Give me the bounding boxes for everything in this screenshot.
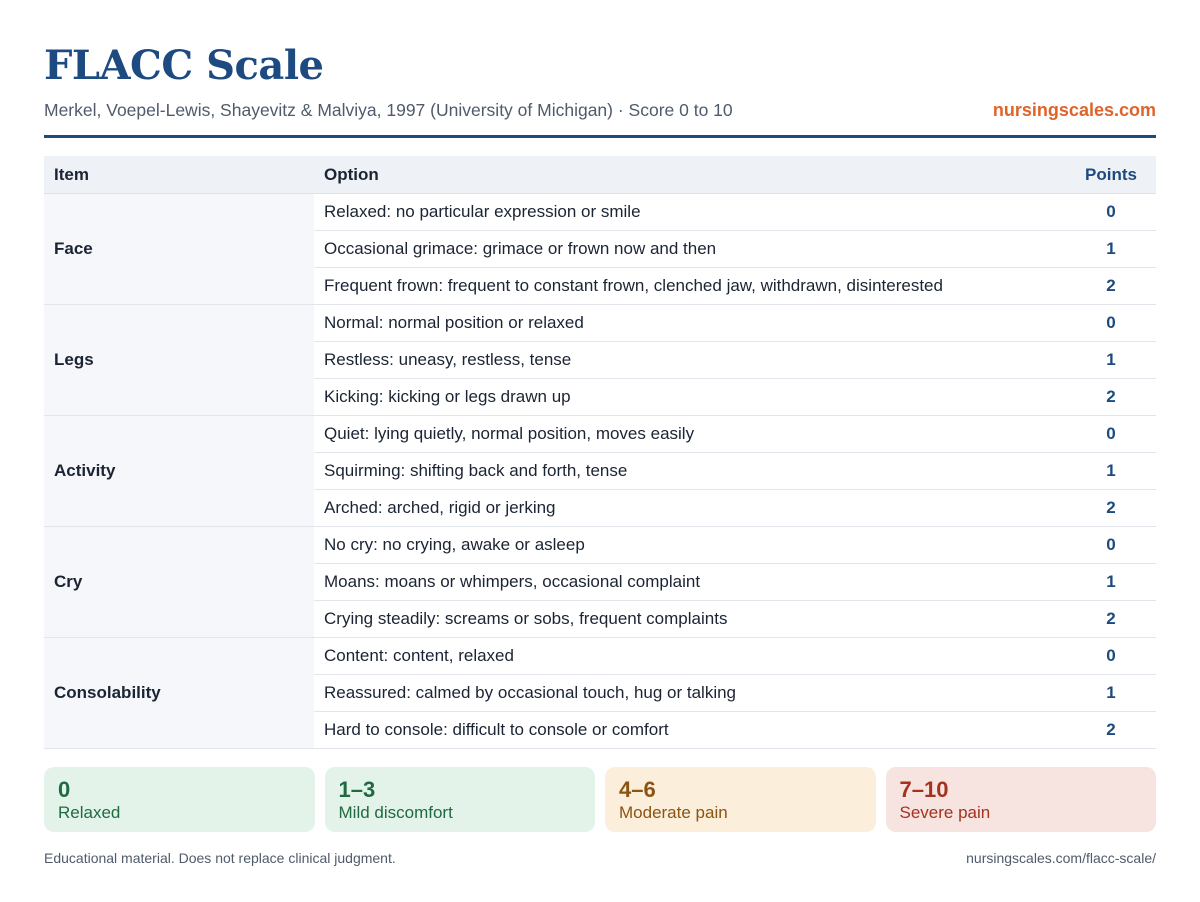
option-cell: Hard to console: difficult to console or comfort <box>314 712 1066 749</box>
item-name-cell: Legs <box>44 305 314 416</box>
table-row <box>44 527 1156 564</box>
option-cell: Arched: arched, rigid or jerking <box>314 490 1066 527</box>
item-name-cell: Face <box>44 194 314 305</box>
table-header-row <box>44 156 1156 194</box>
disclaimer-text: Educational material. Does not replace clinical judgment. <box>44 850 396 866</box>
score-bands <box>44 767 1156 832</box>
points-cell: 0 <box>1066 416 1156 453</box>
score-band-label: Mild discomfort <box>338 803 453 822</box>
option-cell: No cry: no crying, awake or asleep <box>314 527 1066 564</box>
score-range: 4–6 <box>619 777 656 802</box>
brand-link[interactable]: nursingscales.com <box>992 100 1156 120</box>
points-cell: 1 <box>1066 231 1156 268</box>
score-range: 7–10 <box>899 777 949 802</box>
score-band-card <box>44 767 315 832</box>
option-cell: Normal: normal position or relaxed <box>314 305 1066 342</box>
points-cell: 2 <box>1066 490 1156 527</box>
header-divider <box>44 135 1156 138</box>
score-band-card <box>886 767 1157 832</box>
option-cell: Kicking: kicking or legs drawn up <box>314 379 1066 416</box>
option-cell: Quiet: lying quietly, normal position, moves easily <box>314 416 1066 453</box>
item-name-cell: Consolability <box>44 638 314 749</box>
column-header-option: Option <box>314 156 1066 194</box>
item-name-cell: Cry <box>44 527 314 638</box>
option-cell: Occasional grimace: grimace or frown now and then <box>314 231 1066 268</box>
points-cell: 1 <box>1066 564 1156 601</box>
points-cell: 2 <box>1066 601 1156 638</box>
source-url-link[interactable]: nursingscales.com/flacc-scale/ <box>966 850 1156 866</box>
score-band-label: Severe pain <box>899 803 991 822</box>
points-cell: 0 <box>1066 194 1156 231</box>
table-row <box>44 194 1156 231</box>
table-row <box>44 305 1156 342</box>
option-cell: Squirming: shifting back and forth, tense <box>314 453 1066 490</box>
option-cell: Relaxed: no particular expression or smile <box>314 194 1066 231</box>
score-band-label: Moderate pain <box>619 803 728 822</box>
score-range: 1–3 <box>338 777 376 802</box>
table-row <box>44 416 1156 453</box>
points-cell: 0 <box>1066 305 1156 342</box>
points-cell: 2 <box>1066 379 1156 416</box>
option-cell: Content: content, relaxed <box>314 638 1066 675</box>
points-cell: 0 <box>1066 638 1156 675</box>
page-subtitle: Merkel, Voepel-Lewis, Shayevitz & Malviya, 1997 (University of Michigan) · Score 0 to 10 <box>44 100 733 120</box>
table-row <box>44 638 1156 675</box>
points-cell: 1 <box>1066 342 1156 379</box>
points-cell: 1 <box>1066 453 1156 490</box>
option-cell: Restless: uneasy, restless, tense <box>314 342 1066 379</box>
points-cell: 1 <box>1066 675 1156 712</box>
option-cell: Reassured: calmed by occasional touch, hug or talking <box>314 675 1066 712</box>
score-band-card <box>325 767 596 832</box>
column-header-item: Item <box>44 156 314 194</box>
option-cell: Crying steadily: screams or sobs, frequent complaints <box>314 601 1066 638</box>
page-title: FLACC Scale <box>44 42 324 89</box>
flacc-table <box>44 156 1156 749</box>
points-cell: 0 <box>1066 527 1156 564</box>
option-cell: Frequent frown: frequent to constant frown, clenched jaw, withdrawn, disinterested <box>314 268 1066 305</box>
score-band-card <box>605 767 876 832</box>
item-name-cell: Activity <box>44 416 314 527</box>
points-cell: 2 <box>1066 268 1156 305</box>
table-body <box>44 194 1156 749</box>
option-cell: Moans: moans or whimpers, occasional complaint <box>314 564 1066 601</box>
score-band-label: Relaxed <box>58 803 121 822</box>
score-range: 0 <box>58 777 71 802</box>
column-header-points: Points <box>1066 156 1156 194</box>
points-cell: 2 <box>1066 712 1156 749</box>
